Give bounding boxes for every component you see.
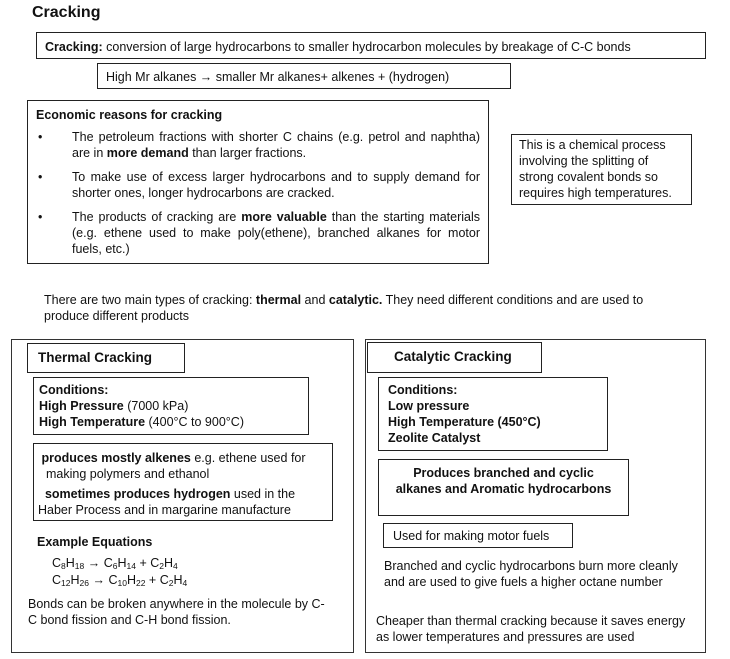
cheaper-note: Cheaper than thermal cracking because it saves energy as lower temperatures and pressures are used	[376, 614, 686, 644]
octane-note: Branched and cyclic hydrocarbons burn more cleanly and are used to give fuels a higher octane number	[384, 559, 678, 589]
thermal-products-box	[33, 443, 333, 521]
chemical-process-note	[511, 134, 692, 205]
thermal-alkenes: produces mostly alkenes e.g. ethene used for making polymers and ethanol	[41, 451, 306, 481]
catalytic-pressure: Low pressure	[388, 399, 470, 413]
bond-fission-note: Bonds can be broken anywhere in the molecule by C-C bond fission and C-H bond fission.	[28, 597, 325, 627]
catalytic-cracking-panel	[365, 339, 706, 653]
catalytic-conditions-box	[378, 377, 608, 451]
catalytic-temperature: High Temperature (450°C)	[388, 415, 541, 429]
catalytic-catalyst: Zeolite Catalyst	[388, 431, 481, 445]
catalytic-products-box: Produces branched and cyclic alkanes and Aromatic hydrocarbons	[378, 459, 629, 516]
catalytic-conditions-label: Conditions:	[388, 383, 458, 397]
equation-2: $C_{12}H_{26} \to C_{10}H_{22} + C_2H_4$	[52, 573, 188, 588]
example-equations-heading: Example Equations	[37, 535, 153, 549]
thermal-conditions-box	[33, 377, 309, 435]
motor-fuels-box: Used for making motor fuels	[383, 523, 573, 548]
types-intro: There are two main types of cracking: thermal and catalytic. They need different conditions and are used to produce different products	[44, 293, 644, 323]
mr-equation-text: High Mr alkanes → smaller Mr alkanes+ alkenes + (hydrogen)	[106, 70, 450, 84]
economic-reason-3: • The products of cracking are more valuable than the starting materials (e.g. ethene used to make poly(ethene), branched alkanes for motor fuels, etc.)	[36, 209, 480, 257]
thermal-cracking-panel	[11, 339, 354, 653]
page-title: Cracking	[32, 4, 101, 21]
economic-reason-2: • To make use of excess larger hydrocarbons and to supply demand for shorter ones, longer hydrocarbons are cracked.	[36, 169, 480, 201]
mr-equation-box	[97, 63, 511, 89]
chemical-process-text: This is a chemical process involving the splitting of strong covalent bonds so requires high temperatures.	[519, 138, 672, 200]
economic-heading: Economic reasons for cracking	[36, 108, 223, 122]
economic-list	[36, 129, 480, 257]
economic-reasons-box	[27, 100, 489, 264]
thermal-conditions-label: Conditions:	[39, 383, 109, 397]
thermal-pressure: High Pressure (7000 kPa)	[39, 399, 189, 413]
equation-1: $C_8H_{18} \to C_6H_{14} + C_2H_4$	[52, 556, 178, 571]
thermal-header: Thermal Cracking	[27, 343, 185, 373]
thermal-temperature: High Temperature (400°C to 900°C)	[39, 415, 244, 429]
economic-reason-1: • The petroleum fractions with shorter C chains (e.g. petrol and naphtha) are in more demand than larger fractions.	[36, 129, 480, 161]
definition-text: conversion of large hydrocarbons to smaller hydrocarbon molecules by breakage of C-C bonds	[102, 40, 631, 54]
thermal-hydrogen: sometimes produces hydrogen used in the Haber Process and in margarine manufacture	[38, 487, 296, 517]
cracking-definition-box	[36, 32, 706, 59]
catalytic-header: Catalytic Cracking	[367, 342, 542, 373]
definition-term: Cracking:	[45, 40, 103, 54]
